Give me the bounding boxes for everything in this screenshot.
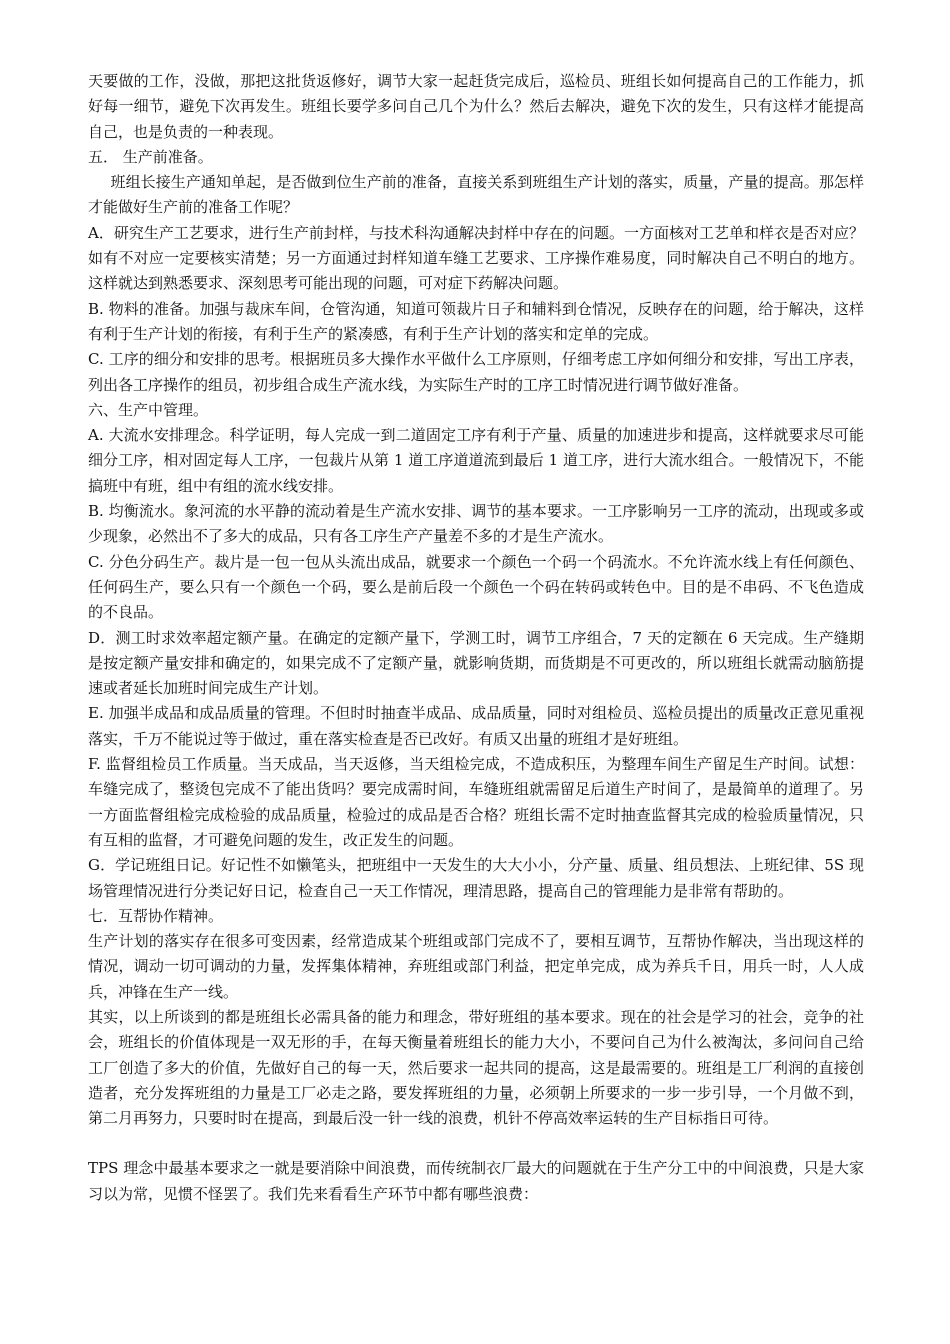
paragraph-6a: A. 大流水安排理念。科学证明，每人完成一到二道固定工序有利于产量、质量的加速进步和提高，这样就要求尽可能细分工序，相对固定每人工序，一包裁片从第 1 道工序道道流到最后 1 道工序，进行大流水组合。一般情况下，不能搞班中有班，组中有组的流水线安排。 — [88, 426, 864, 495]
paragraph-6f: F. 监督组检员工作质量。当天成品，当天返修，当天组检完成，不造成积压，为整理车间生产留足生产时间。试想：车缝完成了，整烫包完成不了能出货吗？要完成需时间，车缝班组就需留足后道生产时间了，是最简单的道理了。另一方面监督组检完成检验的成品质量，检验过的成品是否合格？班组长需不定时抽查监督其完成的检验质量情况，只有互相的监督，才可避免问题的发生，改正发生的问题。 — [88, 755, 864, 849]
paragraph-rework-intro: 天要做的工作，没做，那把这批货返修好，调节大家一起赶货完成后，巡检员、班组长如何提高自己的工作能力，抓好每一细节，避免下次再发生。班组长要学多问自己几个为什么？然后去解决，避免下次的发生，只有这样才能提高自己，也是负责的一种表现。 — [88, 72, 864, 141]
paragraph-6d: D．测工时求效率超定额产量。在确定的定额产量下，学测工时，调节工序组合，7 天的定额在 6 天完成。生产缝期是按定额产量安排和确定的，如果完成不了定额产量，就影响货期，而货期是不可更改的，所以班组长就需动脑筋提速或者延长加班时间完成生产计划。 — [88, 628, 864, 698]
paragraph-summary: 其实，以上所谈到的都是班组长必需具备的能力和理念，带好班组的基本要求。现在的社会是学习的社会，竞争的社会，班组长的价值体现是一双无形的手，在每天衡量着班组长的能力大小，不要问自己为什么被淘汰，多问问自己给工厂创造了多大的价值，先做好自己的每一天，然后要求一起共同的提高，这是最需要的。班组是工厂利润的直接创造者，充分发挥班组的力量是工厂必走之路，要发挥班组的力量，必须朝上所要求的一步一步引导，一个月做不到，第二月再努力，只要时时在提高，到最后没一针一线的浪费，机针不停高效率运转的生产目标指日可待。 — [88, 1007, 864, 1128]
paragraph-5b: B. 物料的准备。加强与裁床车间，仓管沟通，知道可领裁片日子和辅料到仓情况，反映存在的问题，给于解决，这样有利于生产计划的衔接，有利于生产的紧凑感，有利于生产计划的落实和定单的完成。 — [88, 299, 864, 343]
section-heading-5: 五． 生产前准备。 — [88, 147, 213, 166]
section-heading-7: 七．互帮协作精神。 — [88, 906, 224, 925]
paragraph-tps: TPS 理念中最基本要求之一就是要消除中间浪费，而传统制衣厂最大的问题就在于生产分工中的中间浪费，只是大家习以为常，见惯不怪罢了。我们先来看看生产环节中都有哪些浪费： — [88, 1159, 864, 1203]
paragraph-preparation-intro: 班组长接生产通知单起，是否做到位生产前的准备，直接关系到班组生产计划的落实，质量，产量的提高。那怎样才能做好生产前的准备工作呢？ — [88, 173, 864, 217]
paragraph-5a: A．研究生产工艺要求，进行生产前封样，与技术科沟通解决封样中存在的问题。一方面核对工艺单和样衣是否对应？如有不对应一定要核实清楚；另一方面通过封样知道车缝工艺要求、工序操作难易度，同时解决自己不明白的地方。这样就达到熟悉要求、深刻思考可能出现的问题，可对症下药解决问题。 — [88, 223, 864, 293]
paragraph-6e: E. 加强半成品和成品质量的管理。不但时时抽查半成品、成品质量，同时对组检员、巡检员提出的质量改正意见重视落实，千万不能说过等于做过，重在落实检查是否已改好。有质又出量的班组才是好班组。 — [88, 704, 864, 748]
paragraph-7-body: 生产计划的落实存在很多可变因素，经常造成某个班组或部门完成不了，要相互调节，互帮协作解决，当出现这样的情况，调动一切可调动的力量，发挥集体精神，弃班组或部门利益，把定单完成，成为养兵千日，用兵一时，人人成兵，冲锋在生产一线。 — [88, 932, 864, 1001]
paragraph-gap — [88, 1131, 864, 1156]
paragraph-5c: C. 工序的细分和安排的思考。根据班员多大操作水平做什么工序原则，仔细考虑工序如何细分和安排，写出工序表，列出各工序操作的组员，初步组合成生产流水线，为实际生产时的工序工时情况进行调节做好准备。 — [88, 350, 864, 394]
paragraph-6b: B. 均衡流水。象河流的水平静的流动着是生产流水安排、调节的基本要求。一工序影响另一工序的流动，出现或多或少现象，必然出不了多大的成品，只有各工序生产产量差不多的才是生产流水。 — [88, 502, 864, 546]
paragraph-6c: C. 分色分码生产。裁片是一包一包从头流出成品，就要求一个颜色一个码一个码流水。不允许流水线上有任何颜色、任何码生产，要么只有一个颜色一个码，要么是前后段一个颜色一个码在转码或转色中。目的是不串码、不飞色造成的不良品。 — [88, 552, 864, 622]
section-heading-6: 六、生产中管理。 — [88, 400, 209, 419]
paragraph-6g: G．学记班组日记。好记性不如懒笔头，把班组中一天发生的大大小小，分产量、质量、组员想法、上班纪律、5S 现场管理情况进行分类记好日记，检查自己一天工作情况，理清思路，提高自己的管理能力是非常有帮助的。 — [88, 856, 864, 900]
